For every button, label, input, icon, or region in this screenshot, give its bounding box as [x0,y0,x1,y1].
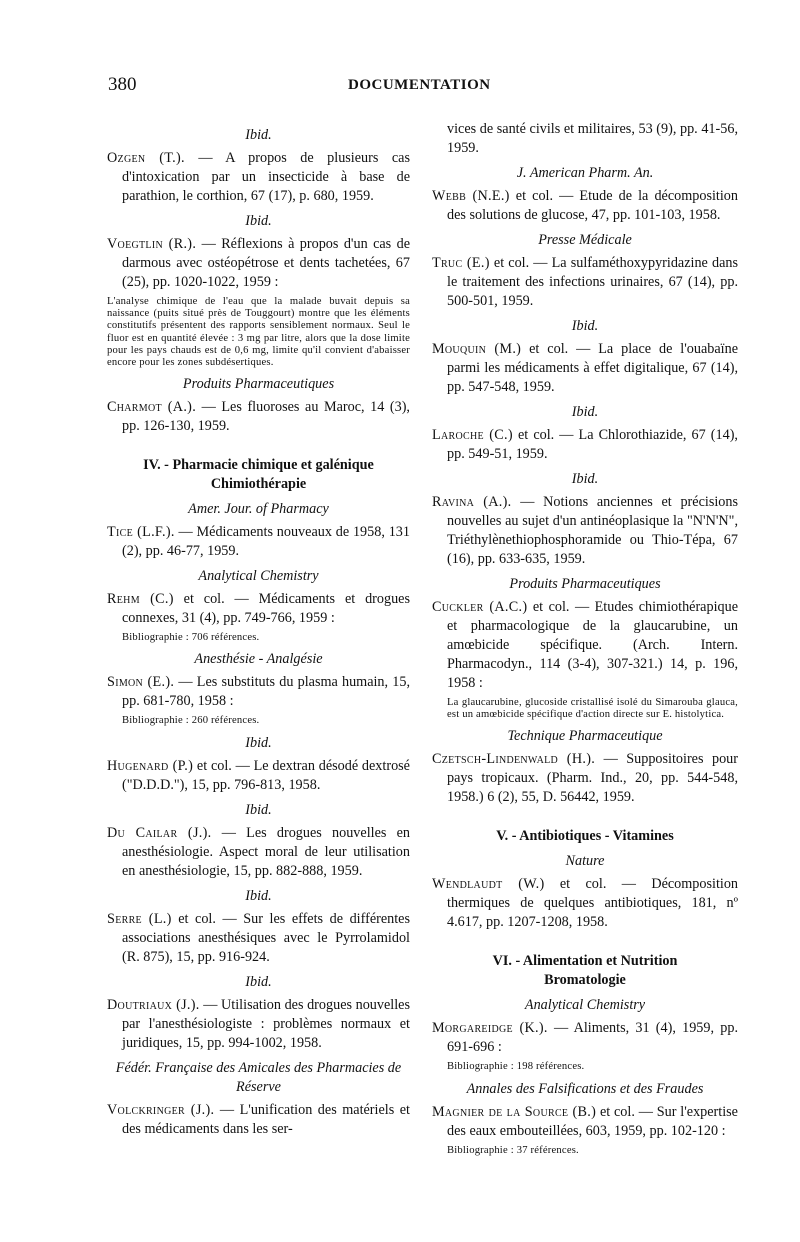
author-name: Volckringer (J.). [107,1101,215,1118]
entry-text: — Aliments, 31 (4), 1959, pp. 691-696 : [447,1020,739,1056]
abstract-note: La glaucarubine, glucoside cristallisé isolé du Simarouba glauca, est un amœbicide spécifique d'action directe sur E. histolytica. [447,697,738,721]
author-name: Tice (L.F.). [107,524,175,541]
abstract-note: L'analyse chimique de l'eau que la malade buvait depuis sa naissance (puits situé près de Touggourt) montre que les éléments constitutifs présentent des rapports sensiblement normaux. Seul le fluor est en quantité élevée : 3 mg par litre, alors que la dose limite pour les pays chauds est de 0,6 mg, limite qu'il convient d'abaisser encore pour les zones subdésertiques. [107,296,410,369]
bibliography-entry [107,398,410,436]
author-name: Voegtlin (R.). [107,236,197,252]
bibliography-entry [432,598,738,693]
entry-text: — Les drogues nouvelles en anesthésiologie. Aspect moral de leur utilisation en anesthésiologie, 15, pp. 882-888, 1959. [122,824,411,879]
bibliography-entry [107,996,410,1053]
bibliography-entry [107,523,410,561]
entry-text: — Médicaments nouveaux de 1958, 131 (2), pp. 46-77, 1959. [122,524,410,560]
journal-title: Ibid. [245,734,272,751]
left-column [107,120,410,1143]
entry-text: — A propos de plusieurs cas d'intoxication par un insecticide à base de parathion, le corthion, 67 (17), p. 680, 1959. [122,150,410,204]
journal-title: Analytical Chemistry [524,997,646,1014]
journal-title: Ibid. [245,801,272,818]
entry-text: et col. — Le dextran désodé dextrosé ("D.D.D."), 15, pp. 796-813, 1958. [122,757,410,793]
entry-text: — Notions anciennes et précisions nouvelles au sujet d'un antinéoplasique la "N'N'N", Triéthylènethiophosphoramide ou Thio-Tépa, 67 (16), pp. 633-635, 1959. [447,494,738,567]
bibliography-entry [432,875,738,932]
abstract-note: Bibliographie : 260 références. [122,715,260,727]
bibliography-entry [432,340,738,397]
author-name: Laroche (C.) [432,427,513,443]
entry-continuation: vices de santé civils et militaires, 53 (9), pp. 41-56, 1959. [447,121,738,156]
entry-text: et col. — Médicaments et drogues connexes, 31 (4), pp. 749-766, 1959 : [122,591,411,627]
journal-title: Presse Médicale [538,232,632,248]
journal-title: Ibid. [245,887,272,904]
section-heading-line: V. - Antibiotiques - Vitamines [496,828,674,845]
entry-text: et col. — Etude de la décomposition des solutions de glucose, 47, pp. 101-103, 1958. [447,188,738,223]
journal-title: Analytical Chemistry [198,568,319,585]
journal-title: Ibid. [571,471,599,487]
section-heading-line: IV. - Pharmacie chimique et galénique [143,457,374,474]
bibliography-entry [432,750,738,807]
author-name: Hugenard (P.) [107,757,194,774]
journal-title: Annales des Falsifications et des Fraudes [466,1080,704,1097]
journal-title: Produits Pharmaceutiques [182,376,335,393]
author-name: Czetsch-Lindenwald (H.). [432,751,596,768]
journal-title: Technique Pharmaceutique [507,728,663,745]
entry-text: — Suppositoires pour pays tropicaux. (Pharm. Ind., 20, pp. 544-548, 1958.) 6 (2), 55, D. 56442, 1959. [447,751,738,806]
journal-title: J. American Pharm. An. [516,165,654,181]
entry-text: et col. — La place de l'ouabaïne parmi les médicaments à effet digitalique, 67 (14), pp. 547-548, 1959. [447,341,739,395]
abstract-note: Bibliographie : 37 références. [447,1144,579,1156]
journal-title: Fédér. Française des Amicales des Pharmacies de Réserve [115,1059,402,1095]
section-heading-line: Chimiothérapie [210,476,307,493]
bibliography-entry [107,824,410,881]
bibliography-entry [432,493,738,569]
bibliography-entry [432,426,738,464]
bibliography-entry [107,673,410,711]
author-name: Morgareidge (K.). [432,1020,548,1037]
author-name: Rehm (C.) [107,591,174,608]
right-column [432,120,738,1163]
entry-text: — Les fluoroses au Maroc, 14 (3), pp. 126-130, 1959. [122,399,410,435]
author-name: Ozgen (T.). [107,150,185,166]
author-name: Serre (L.) [107,910,172,927]
entry-text: — Les substituts du plasma humain, 15, pp. 681-780, 1958 : [122,674,410,710]
entry-text: et col. — Sur l'expertise des eaux embouteillées, 603, 1959, pp. 102-120 : [447,1103,738,1139]
bibliography-entry [107,910,410,967]
section-heading [432,827,738,846]
bibliography-entry [432,187,738,225]
journal-title: Ibid. [245,213,272,229]
journal-title: Produits Pharmaceutiques [509,576,661,592]
journal-title: Ibid. [245,973,272,990]
section-heading-line: VI. - Alimentation et Nutrition [492,953,678,970]
bibliography-entry [107,1101,410,1139]
journal-title: Nature [565,853,605,870]
journal-title: Anesthésie - Analgésie [194,651,323,668]
entry-text: — L'unification des matériels et des médicaments dans les ser- [122,1101,410,1137]
entry-text: — Utilisation des drogues nouvelles par l'anesthésiologiste : problèmes normaux et juridiques, 15, pp. 994-1002, 1958. [122,996,410,1051]
bibliography-entry [107,149,410,206]
entry-text: et col. — Etudes chimiothérapique et pharmacologique de la glaucarubine, un amœbicide spécifique. (Arch. Intern. Pharmacodyn., 114 (3-4), 307-321.) 14, p. 196, 1958 : [447,599,738,691]
journal-title: Ibid. [571,318,599,334]
bibliography-entry [432,1103,738,1141]
section-heading [432,952,738,990]
author-name: Truc (E.) [432,255,490,271]
bibliography-entry [107,235,410,292]
section-heading [107,456,410,494]
entry-text: et col. — Sur les effets de différentes associations anesthésiques avec le Pyrrolamidol (R. 875), 15, pp. 916-924. [122,910,410,965]
journal-title: Ibid. [571,404,599,420]
bibliography-entry [432,1019,738,1057]
author-name: Simon (E.). [107,674,175,691]
abstract-note: Bibliographie : 198 références. [447,1061,585,1073]
bibliography-entry [107,590,410,628]
author-name: Doutriaux (J.). [107,996,200,1013]
entry-text: et col. — Décomposition thermiques de quelques antibiotiques, 181, nº 4.617, pp. 1207-1208, 1958. [447,876,739,931]
page-header [108,74,708,102]
author-name: Cuckler (A.C.) [432,599,528,615]
bibliography-entry [432,254,738,311]
journal-title: Amer. Jour. of Pharmacy [188,501,329,518]
section-heading-line: Bromatologie [544,972,626,989]
page-number: 380 [108,74,137,95]
author-name: Du Cailar (J.). [107,824,212,841]
author-name: Magnier de la Source (B.) [432,1103,597,1120]
author-name: Mouquin (M.) [432,341,522,357]
entry-text: et col. — La Chlorothiazide, 67 (14), pp. 549-51, 1959. [447,427,738,462]
entry-text: et col. — La sulfaméthoxypyridazine dans le traitement des infections urinaires, 67 (14), pp. 500-501, 1959. [447,255,738,309]
bibliography-entry [107,757,410,795]
running-title: DOCUMENTATION [348,77,491,93]
author-name: Ravina (A.). [432,494,512,510]
author-name: Webb (N.E.) [432,188,510,204]
journal-title: Ibid. [245,127,272,143]
abstract-note: Bibliographie : 706 références. [122,632,260,644]
author-name: Wendlaudt (W.) [432,876,545,893]
entry-text: — Réflexions à propos d'un cas de darmous avec ostéopétrose et dents tachetées, 67 (25), pp. 1020-1022, 1959 : [122,236,410,290]
author-name: Charmot (A.). [107,399,197,416]
